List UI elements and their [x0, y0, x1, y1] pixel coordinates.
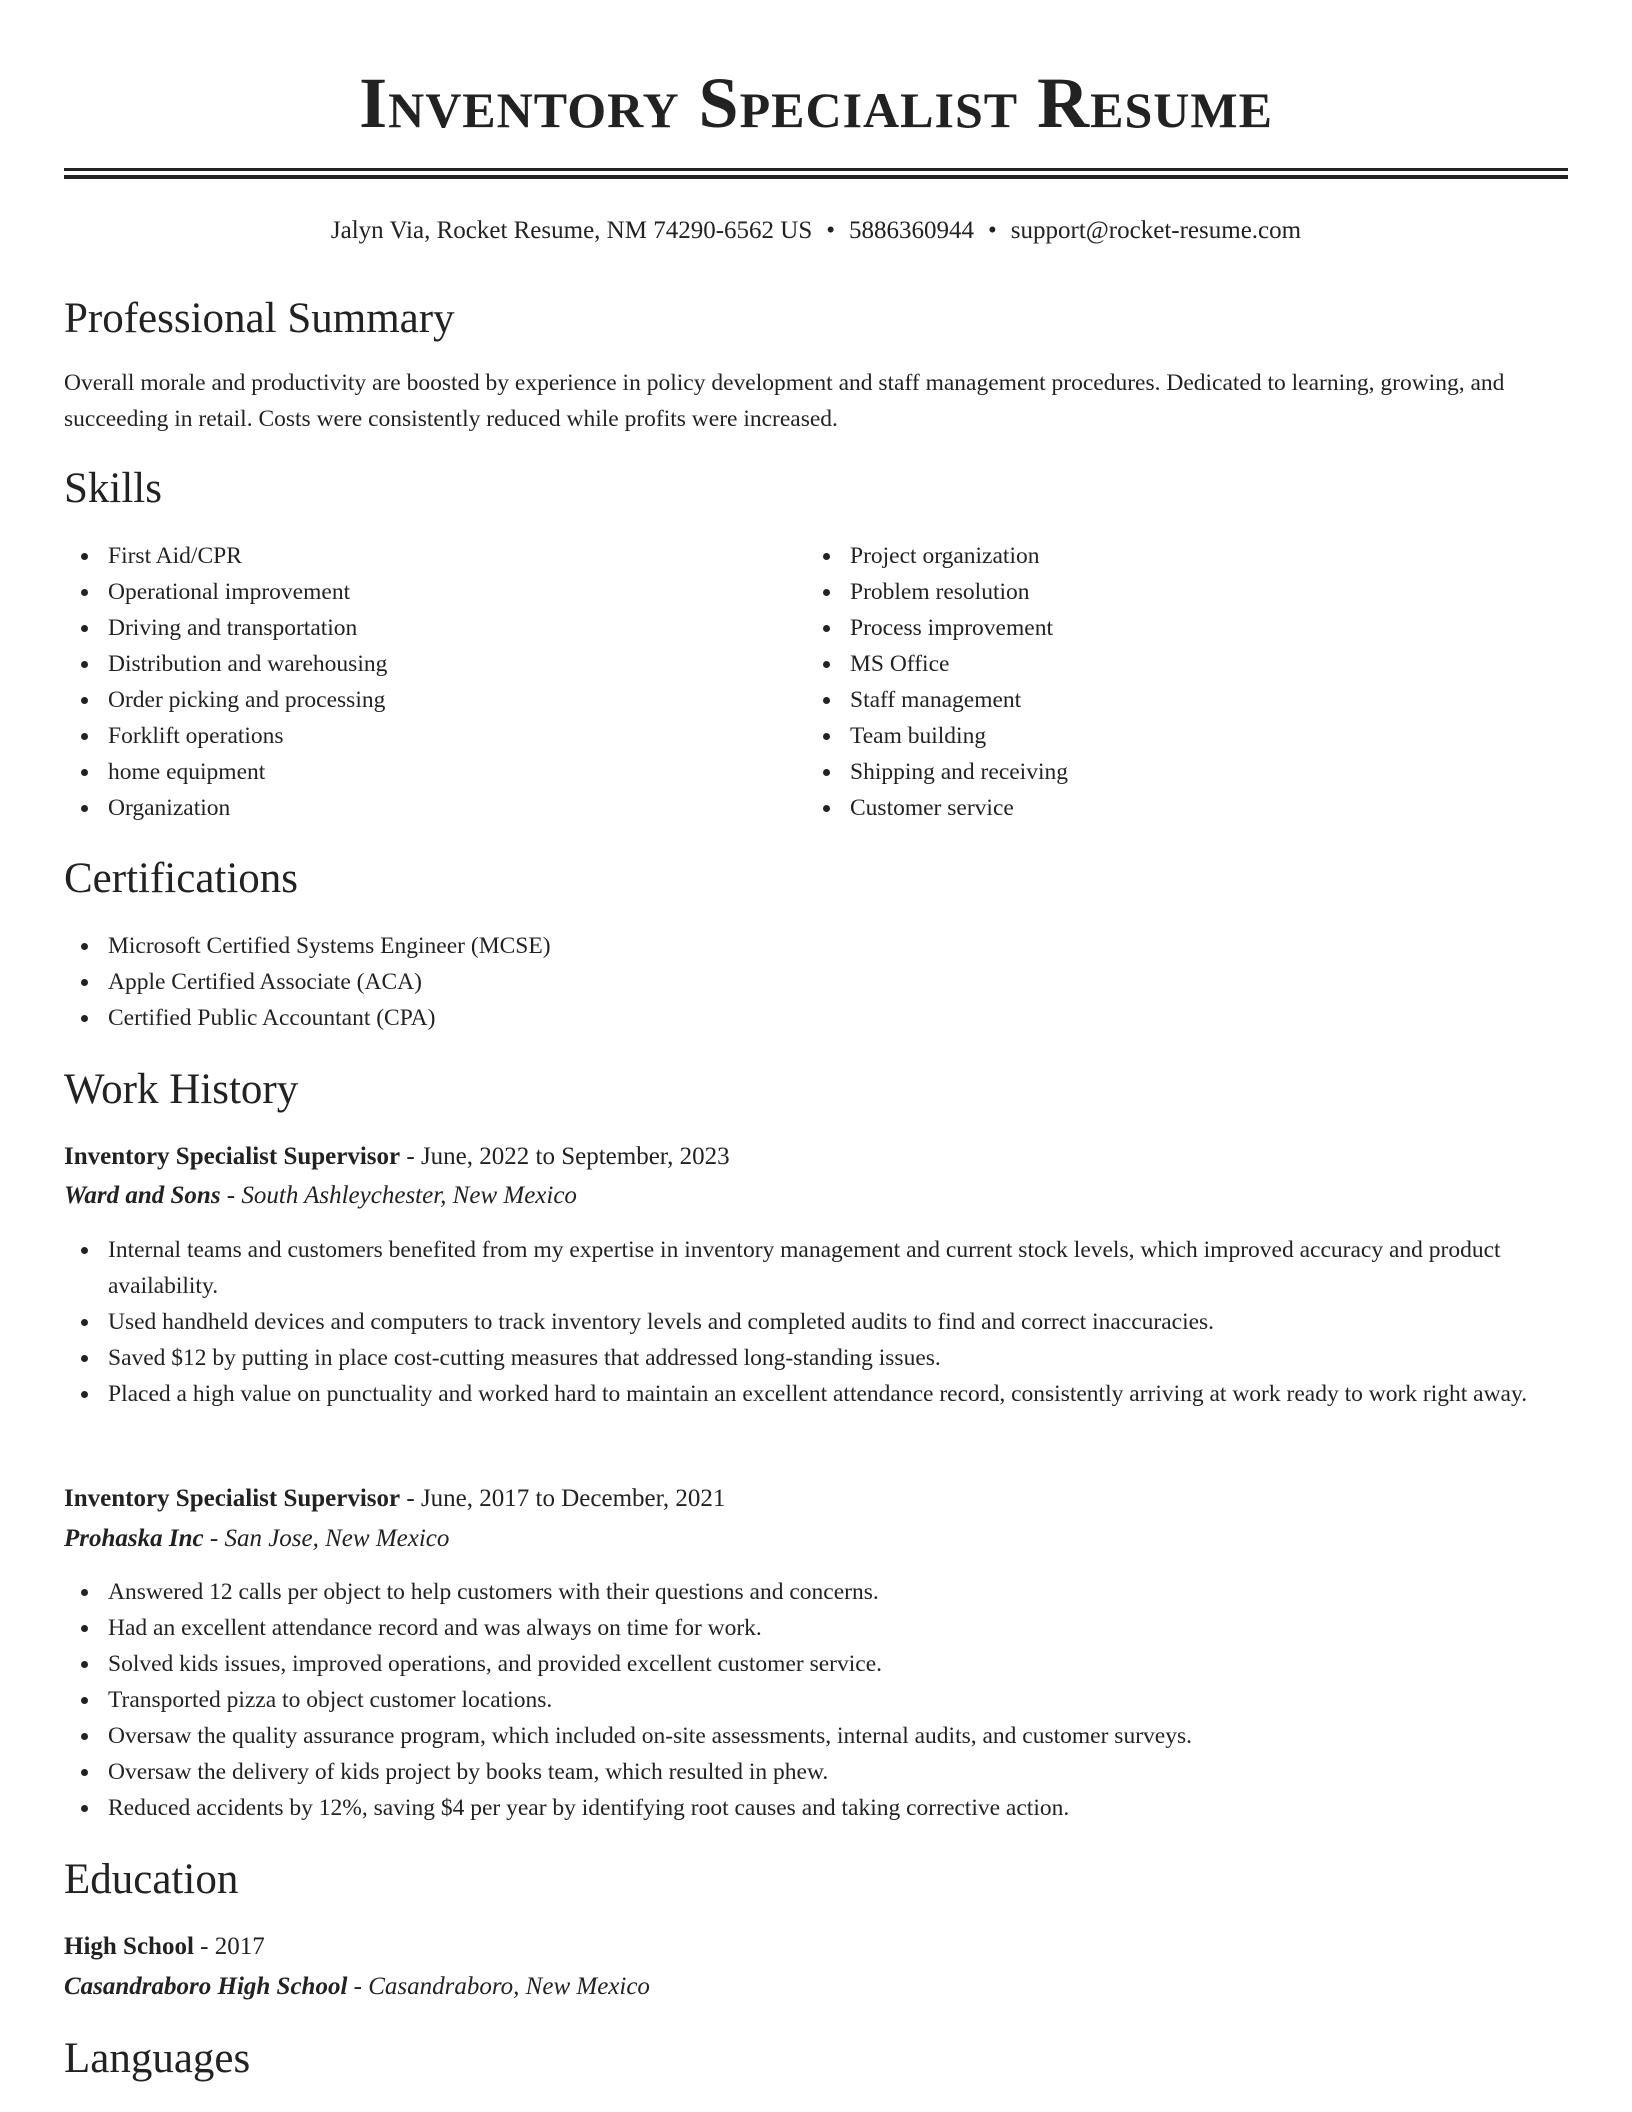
contact-line	[64, 214, 1568, 248]
employer-location: - South Ashleychester, New Mexico	[220, 1182, 577, 1209]
job-bullets	[64, 1232, 1568, 1412]
skills-list-left	[64, 538, 804, 826]
contact-address: Jalyn Via, Rocket Resume, NM 74290-6562 US	[330, 217, 813, 244]
skill-item: Problem resolution	[806, 574, 1546, 610]
job-bullet: Saved $12 by putting in place cost-cutting measures that addressed long-standing issues.	[64, 1340, 1568, 1376]
skill-item: Process improvement	[806, 610, 1546, 646]
contact-phone: 5886360944	[849, 217, 975, 244]
education-school-line	[64, 1969, 650, 2005]
education-heading: Education	[64, 1856, 239, 1903]
certifications-list	[64, 928, 1568, 1036]
contact-email: support@rocket-resume.com	[1010, 217, 1302, 244]
employer-line	[64, 1178, 577, 1214]
job-bullet: Answered 12 calls per object to help customers with their questions and concerns.	[64, 1574, 1568, 1610]
employer-line	[64, 1521, 449, 1557]
title-rule-bottom	[64, 175, 1568, 179]
job-bullet: Had an excellent attendance record and was always on time for work.	[64, 1610, 1568, 1646]
skill-item: Organization	[64, 790, 804, 826]
certification-item: Apple Certified Associate (ACA)	[64, 964, 1568, 1000]
contact-separator: •	[826, 217, 836, 244]
certification-item: Certified Public Accountant (CPA)	[64, 1000, 1568, 1036]
education-school: Casandraboro High School	[64, 1973, 348, 2000]
employer-name: Prohaska Inc	[64, 1525, 204, 1552]
skills-list-right	[806, 538, 1546, 826]
job-bullet: Placed a high value on punctuality and worked hard to maintain an excellent attendance record, consistently arriving at work ready to work right away.	[64, 1376, 1568, 1412]
job-title: Inventory Specialist Supervisor	[64, 1143, 401, 1170]
skill-item: Driving and transportation	[64, 610, 804, 646]
skills-heading: Skills	[64, 465, 162, 512]
work-history-heading: Work History	[64, 1066, 299, 1113]
job-dates: - June, 2022 to September, 2023	[400, 1143, 730, 1170]
skill-item: Shipping and receiving	[806, 754, 1546, 790]
title-rule-top	[64, 168, 1568, 171]
job-bullet: Internal teams and customers benefited from my expertise in inventory management and current stock levels, which improved accuracy and product availability.	[64, 1232, 1568, 1304]
skill-item: MS Office	[806, 646, 1546, 682]
skill-item: Distribution and warehousing	[64, 646, 804, 682]
skill-item: Project organization	[806, 538, 1546, 574]
skill-item: home equipment	[64, 754, 804, 790]
skill-item: Operational improvement	[64, 574, 804, 610]
skill-item: Team building	[806, 718, 1546, 754]
skill-item: First Aid/CPR	[64, 538, 804, 574]
summary-text: Overall morale and productivity are boosted by experience in policy development and staff management procedures. Dedicated to learning, growing, and succeeding in retail. Costs were consistently reduced while profits were increased.	[64, 370, 1505, 432]
job-title-line	[64, 1481, 725, 1517]
job-bullet: Solved kids issues, improved operations, and provided excellent customer service.	[64, 1646, 1568, 1682]
summary-heading: Professional Summary	[64, 295, 455, 342]
employer-name: Ward and Sons	[64, 1182, 221, 1209]
education-degree: High School	[64, 1933, 194, 1960]
employer-location: - San Jose, New Mexico	[203, 1525, 450, 1552]
job-title-line	[64, 1139, 730, 1175]
certifications-heading: Certifications	[64, 855, 299, 902]
contact-separator: •	[988, 217, 997, 244]
skill-item: Forklift operations	[64, 718, 804, 754]
job-bullet: Transported pizza to object customer locations.	[64, 1682, 1568, 1718]
job-bullet: Oversaw the quality assurance program, which included on-site assessments, internal audits, and customer surveys.	[64, 1718, 1568, 1754]
job-bullet: Used handheld devices and computers to track inventory levels and completed audits to find and correct inaccuracies.	[64, 1304, 1568, 1340]
education-year: - 2017	[193, 1933, 265, 1960]
job-bullets	[64, 1574, 1568, 1826]
job-bullet: Reduced accidents by 12%, saving $4 per year by identifying root causes and taking corrective action.	[64, 1790, 1568, 1826]
job-title: Inventory Specialist Supervisor	[64, 1485, 401, 1512]
skill-item: Customer service	[806, 790, 1546, 826]
languages-heading: Languages	[64, 2035, 251, 2082]
education-degree-line	[64, 1929, 265, 1965]
education-location: - Casandraboro, New Mexico	[347, 1973, 650, 2000]
skill-item: Staff management	[806, 682, 1546, 718]
job-bullet: Oversaw the delivery of kids project by books team, which resulted in phew.	[64, 1754, 1568, 1790]
resume-title: Inventory Specialist Resume	[359, 63, 1273, 143]
certification-item: Microsoft Certified Systems Engineer (MCSE)	[64, 928, 1568, 964]
skill-item: Order picking and processing	[64, 682, 804, 718]
job-dates: - June, 2017 to December, 2021	[400, 1485, 726, 1512]
